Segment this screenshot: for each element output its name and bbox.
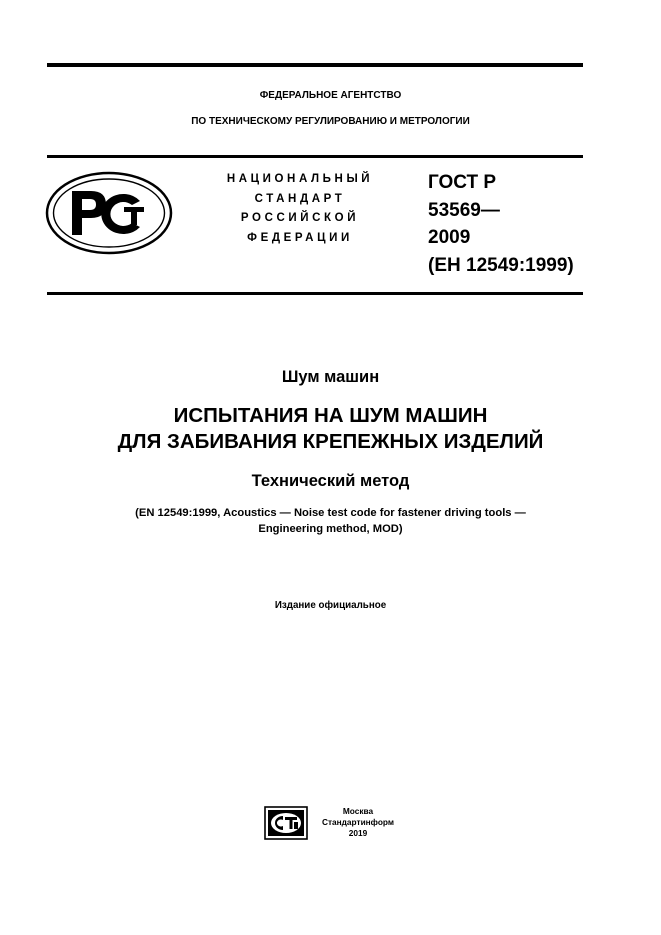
national-standard-line2: СТАНДАРТ — [254, 193, 346, 205]
publisher-block — [308, 806, 408, 839]
designation-line4: (ЕН 12549:1999) — [428, 255, 574, 276]
designation-line1: ГОСТ Р — [428, 172, 497, 193]
header-top-rule — [47, 155, 583, 158]
section-title: Шум машин — [281, 368, 380, 386]
standartinform-logo-icon — [264, 806, 308, 840]
document-title-line1: ИСПЫТАНИЯ НА ШУМ МАШИН — [173, 404, 488, 427]
publisher-name: Стандартинформ — [321, 817, 394, 827]
national-standard-line4: ФЕДЕРАЦИИ — [247, 232, 353, 244]
publisher-year: 2019 — [348, 828, 368, 838]
en-reference-line1: (EN 12549:1999, Acoustics — Noise test code for fastener driving tools — — [135, 507, 526, 519]
national-standard-line3: РОССИЙСКОЙ — [240, 212, 360, 224]
rst-certification-mark-icon — [44, 171, 174, 255]
publisher-city: Москва — [342, 806, 374, 816]
document-title-line2: ДЛЯ ЗАБИВАНИЯ КРЕПЕЖНЫХ ИЗДЕЛИЙ — [117, 430, 544, 453]
header-bottom-rule — [47, 292, 583, 295]
national-standard-line1: НАЦИОНАЛЬНЫЙ — [226, 173, 374, 185]
agency-name-line2: ПО ТЕХНИЧЕСКОМУ РЕГУЛИРОВАНИЮ И МЕТРОЛОГИИ — [191, 116, 470, 127]
edition-note: Издание официальное — [274, 600, 387, 611]
designation-line2: 53569— — [428, 200, 500, 221]
method-subtitle: Технический метод — [251, 472, 410, 490]
designation-line3: 2009 — [428, 227, 471, 248]
agency-name-line1: ФЕДЕРАЛЬНОЕ АГЕНТСТВО — [259, 90, 402, 101]
top-rule — [47, 63, 583, 67]
en-reference-line2: Engineering method, MOD) — [258, 523, 403, 535]
